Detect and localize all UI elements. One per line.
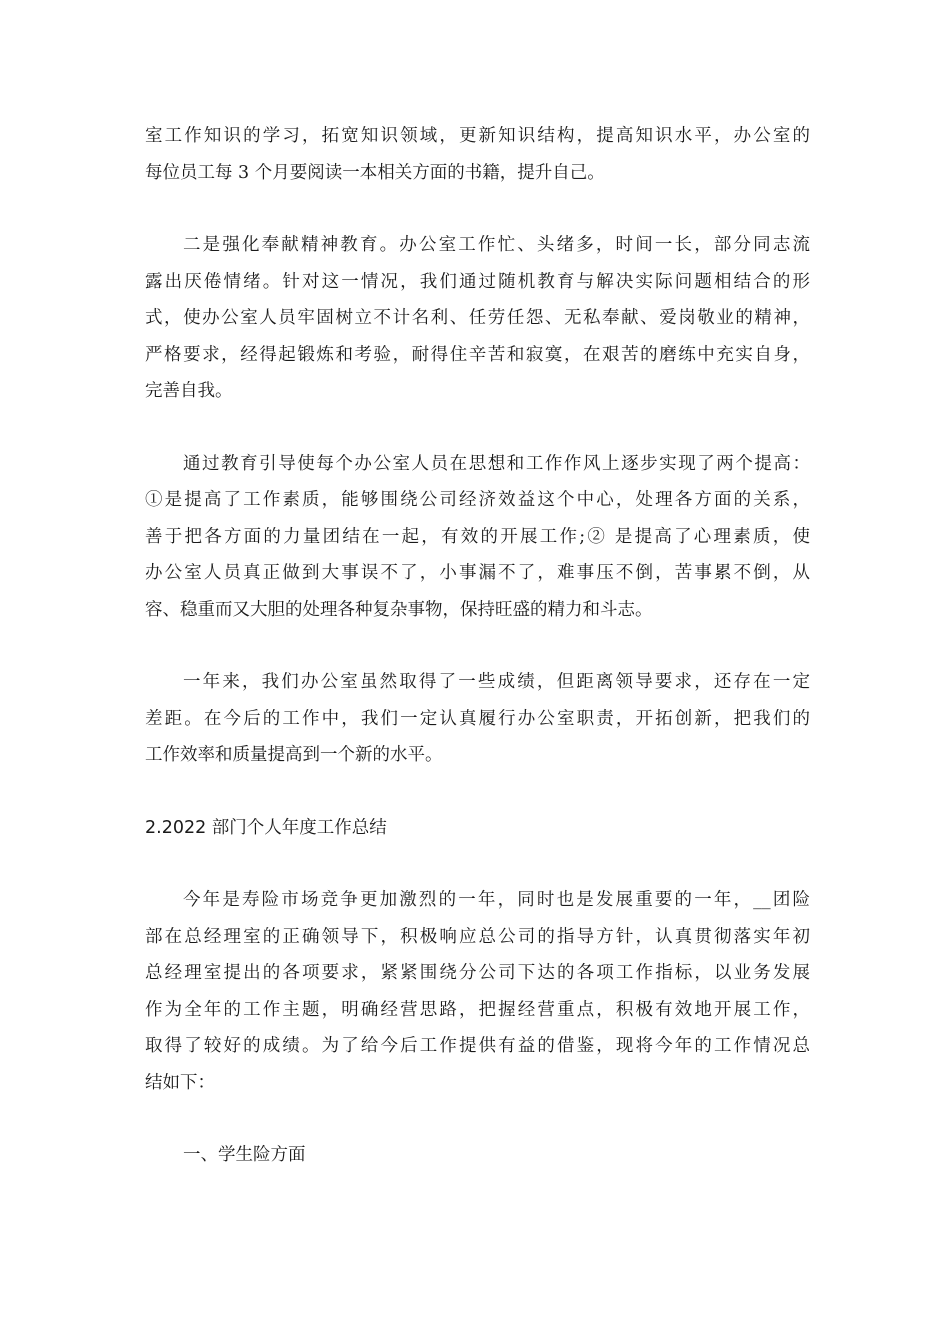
text-line: 办公室人员真正做到大事误不了，小事漏不了，难事压不倒，苦事累不倒，从: [145, 563, 810, 583]
text-line: 通过教育引导使每个办公室人员在思想和工作作风上逐步实现了两个提高：: [183, 453, 810, 474]
section-heading: 2.2022 部门个人年度工作总结: [145, 817, 387, 838]
text-line: 完善自我。: [145, 381, 233, 401]
text-line: 作为全年的工作主题，明确经营思路，把握经营重点，积极有效地开展工作，: [145, 999, 810, 1020]
paragraph-intro: [145, 882, 810, 1101]
text-line: 善于把各方面的力量团结在一起，有效的开展工作;② 是提高了心理素质，使: [145, 526, 810, 547]
paragraph-dedication: [145, 227, 810, 410]
text-line: 差距。在今后的工作中，我们一定认真履行办公室职责，开拓创新，把我们的: [145, 708, 810, 729]
text-line: 每位员工每 3 个月要阅读一本相关方面的书籍，提升自己。: [145, 162, 605, 183]
text-line: 露出厌倦情绪。针对这一情况，我们通过随机教育与解决实际问题相结合的形: [145, 271, 810, 292]
text-line: 一年来，我们办公室虽然取得了一些成绩，但距离领导要求，还存在一定: [183, 672, 810, 692]
text-line: 工作效率和质量提高到一个新的水平。: [145, 745, 443, 765]
text-line: 容、稳重而又大胆的处理各种复杂事物，保持旺盛的精力和斗志。: [145, 599, 653, 620]
text-line: 部在总经理室的正确领导下，积极响应总公司的指导方针，认真贯彻落实年初: [145, 926, 810, 947]
text-line: 结如下：: [145, 1072, 215, 1093]
subsection-heading: 一、学生险方面: [183, 1145, 306, 1165]
text-line: 取得了较好的成绩。为了给今后工作提供有益的借鉴，现将今年的工作情况总: [145, 1036, 810, 1056]
paragraph-study: [145, 118, 810, 191]
text-line: 总经理室提出的各项要求，紧紧围绕分公司下达的各项工作指标，以业务发展: [145, 963, 810, 983]
text-line: 式，使办公室人员牢固树立不计名利、任劳任怨、无私奉献、爱岗敬业的精神，: [145, 308, 810, 328]
paragraph-conclusion: [145, 664, 810, 774]
text-line: 严格要求，经得起锻炼和考验，耐得住辛苦和寂寞，在艰苦的磨练中充实自身，: [145, 344, 810, 365]
text-line: 室工作知识的学习，拓宽知识领域，更新知识结构，提高知识水平，办公室的: [145, 126, 810, 146]
text-line: 二是强化奉献精神教育。办公室工作忙、头绪多，时间一长，部分同志流: [183, 235, 810, 255]
paragraph-improvements: [145, 446, 810, 629]
document-page: [145, 118, 810, 1174]
text-line: 今年是寿险市场竞争更加激烈的一年，同时也是发展重要的一年，__团险: [183, 890, 810, 910]
text-line: ①是提高了工作素质，能够围绕公司经济效益这个中心，处理各方面的关系，: [145, 490, 810, 510]
